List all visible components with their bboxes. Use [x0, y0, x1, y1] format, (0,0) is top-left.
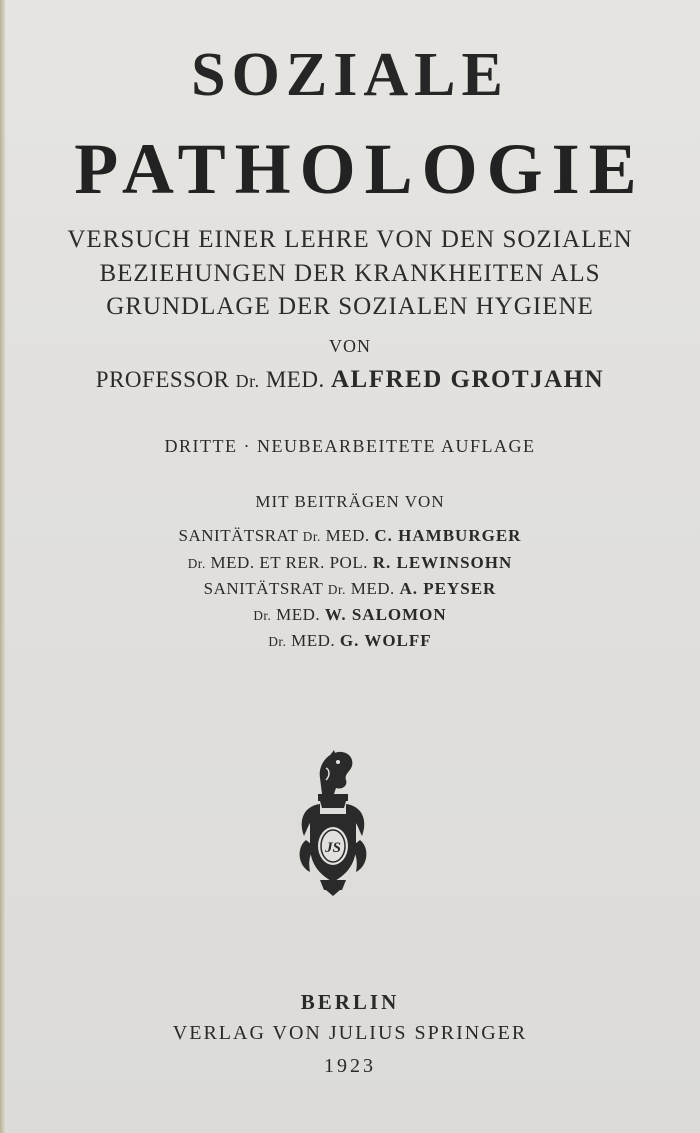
subtitle-line-1: VERSUCH EINER LEHRE VON DEN SOZIALEN [67, 226, 633, 253]
author-med: MED. [265, 367, 325, 392]
title-line-2: PATHOLOGIE [74, 129, 646, 209]
contributor-name: W. SALOMON [324, 605, 447, 624]
imprint-city: BERLIN [300, 990, 400, 1014]
contributor-line [0, 553, 700, 573]
contributor-dr: Dr. [302, 529, 321, 544]
author-name: ALFRED GROTJAHN [330, 366, 605, 393]
contributor-name: A. PEYSER [399, 579, 497, 598]
contributor-dr: Dr. [268, 634, 287, 649]
author-dr: Dr. [235, 371, 260, 391]
contributor-title: SANITÄTSRAT [178, 526, 299, 545]
contributor-degree: MED. [291, 631, 336, 650]
author-prefix: PROFESSOR [95, 367, 230, 392]
contributor-line [0, 526, 700, 546]
by-label: VON [329, 336, 371, 356]
springer-knight-emblem-icon [290, 748, 376, 898]
subtitle-line-3: GRUNDLAGE DER SOZIALEN HYGIENE [106, 293, 594, 320]
contributor-line [0, 605, 700, 625]
contributor-degree: MED. [350, 579, 395, 598]
contributor-name: G. WOLFF [339, 631, 432, 650]
contributor-degree: MED. [276, 605, 321, 624]
author-line [0, 366, 700, 394]
contributor-dr: Dr. [187, 556, 206, 571]
edition-statement: DRITTE · NEUBEARBEITETE AUFLAGE [164, 436, 536, 456]
subtitle-line-2: BEZIEHUNGEN DER KRANKHEITEN ALS [99, 260, 601, 287]
contributor-degree: MED. [325, 526, 370, 545]
title-line-1: SOZIALE [191, 41, 509, 109]
imprint-year: 1923 [324, 1055, 376, 1077]
contributions-heading: MIT BEITRÄGEN VON [255, 492, 445, 511]
logo-monogram: JS [325, 840, 341, 856]
contributor-line [0, 631, 700, 651]
contributor-line [0, 579, 700, 599]
contributor-degree: MED. ET RER. POL. [210, 553, 368, 572]
contributor-dr: Dr. [327, 582, 346, 597]
imprint-publisher: VERLAG VON JULIUS SPRINGER [172, 1022, 528, 1044]
contributor-dr: Dr. [253, 608, 272, 623]
contributor-title: SANITÄTSRAT [203, 579, 324, 598]
contributor-name: C. HAMBURGER [374, 526, 522, 545]
contributor-name: R. LEWINSOHN [372, 553, 513, 572]
